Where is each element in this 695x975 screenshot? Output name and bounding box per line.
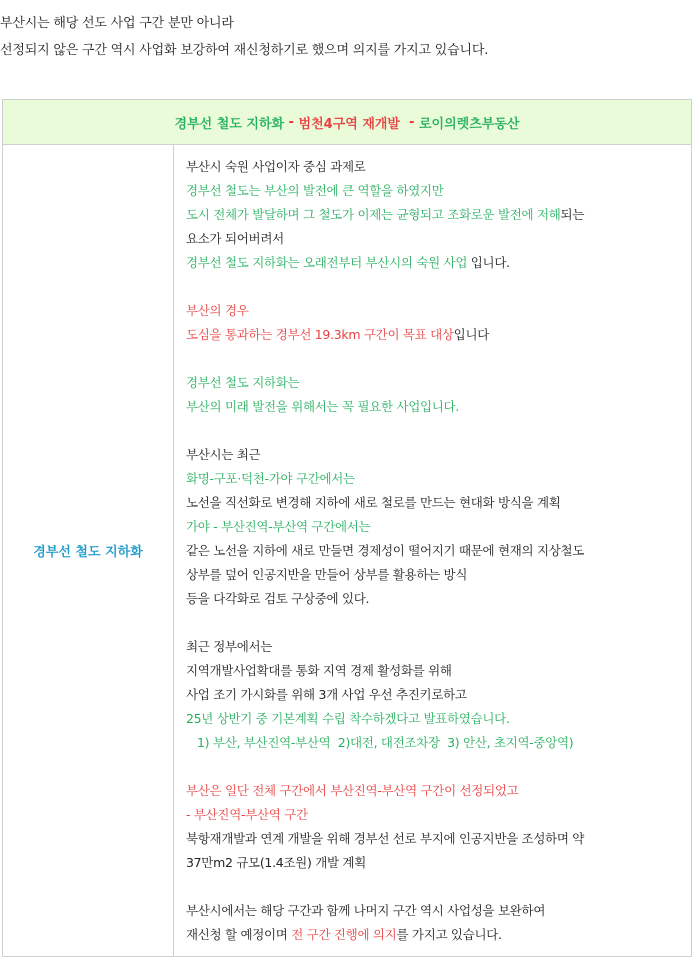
paragraph-gap [186, 611, 686, 635]
header-railway-undergrounding: 경부선 철도 지하화 [174, 116, 285, 132]
text-segment: 입니다. [467, 255, 510, 270]
text-segment: 도심을 통과하는 경부선 19.3km 구간이 목표 대상 [186, 327, 454, 342]
content-line [186, 443, 686, 467]
content-line [186, 203, 686, 227]
row-content [186, 155, 686, 947]
content-line [186, 155, 686, 179]
content-line [186, 779, 686, 803]
text-segment: 상부를 덮어 인공지반을 만들어 상부를 활용하는 방식 [186, 567, 468, 582]
text-segment: 부산시는 최근 [186, 447, 261, 462]
header-separator: - [284, 114, 299, 130]
text-segment: 도시 전체가 발달하며 그 철도가 이제는 균형되고 조화로운 발전에 저해 [186, 207, 561, 222]
content-line [186, 563, 686, 587]
header-beomcheon-redevelopment: 범천4구역 재개발 [298, 116, 400, 132]
text-segment: 부산시 숙원 사업이자 중심 과제로 [186, 159, 366, 174]
text-segment: 를 가지고 있습니다. [396, 927, 502, 942]
table-header [3, 100, 691, 145]
text-segment: 요소가 되어버려서 [186, 231, 284, 246]
text-segment: 부산시에서는 해당 구간과 함께 나머지 구간 역시 사업성을 보완하여 [186, 903, 546, 918]
content-line [186, 731, 686, 755]
intro-line-1: 부산시는 해당 선도 사업 구간 분만 아니라 [0, 16, 234, 31]
text-segment: 같은 노선을 지하에 새로 만들면 경제성이 떨어지기 때문에 현재의 지상철도 [186, 543, 585, 558]
content-line [186, 371, 686, 395]
text-segment: 전 구간 진행에 의지 [291, 927, 397, 942]
content-line [186, 683, 686, 707]
content-line [186, 491, 686, 515]
content-line [186, 851, 686, 875]
text-segment: 화명-구포·덕천-가야 구간에서는 [186, 471, 355, 486]
paragraph-gap [186, 419, 686, 443]
text-segment: 1) 부산, 부산진역-부산역 2)대전, 대전조차장 3) 안산, 초지역-중앙역) [186, 735, 574, 750]
content-line [186, 635, 686, 659]
content-line [186, 539, 686, 563]
content-line [186, 515, 686, 539]
text-segment: 부산은 일단 전체 구간에서 부산진역-부산역 구간이 선정되었고 [186, 783, 519, 798]
paragraph-gap [186, 875, 686, 899]
text-segment: 최근 정부에서는 [186, 639, 273, 654]
content-line [186, 827, 686, 851]
text-segment: - 부산진역-부산역 구간 [186, 807, 308, 822]
content-line [186, 659, 686, 683]
header-realty-name: 로이의렛츠부동산 [418, 116, 520, 132]
intro-text [0, 14, 695, 68]
text-segment: 재신청 할 예정이며 [186, 927, 292, 942]
content-line [186, 299, 686, 323]
text-segment: 경부선 철도 지하화는 [186, 375, 300, 390]
text-segment: 부산의 미래 발전을 위해서는 꼭 필요한 사업입니다. [186, 399, 459, 414]
text-segment: 노선을 직선화로 변경해 지하에 새로 철로를 만드는 현대화 방식을 계획 [186, 495, 561, 510]
header-separator: - [400, 114, 419, 130]
text-segment: 입니다 [453, 327, 489, 342]
content-line [186, 323, 686, 347]
info-table [2, 99, 692, 957]
paragraph-gap [186, 347, 686, 371]
text-segment: 지역개발사업확대를 통화 지역 경제 활성화를 위해 [186, 663, 452, 678]
content-line [186, 707, 686, 731]
row-label [3, 144, 174, 956]
content-line [186, 587, 686, 611]
intro-line-2: 선정되지 않은 구간 역시 사업화 보강하여 재신청하기로 했으며 의지를 가지고 있습니다. [0, 43, 489, 58]
text-segment: 등을 다각화로 검토 구상중에 있다. [186, 591, 370, 606]
text-segment: 25년 상반기 중 기본계획 수립 착수하겠다고 발표하였습니다. [186, 711, 510, 726]
content-line [186, 923, 686, 947]
content-line [186, 467, 686, 491]
text-segment: 37만m2 규모(1.4조원) 개발 계획 [186, 855, 366, 870]
content-line [186, 227, 686, 251]
paragraph-gap [186, 275, 686, 299]
text-segment: 북항재개발과 연계 개발을 위해 경부선 선로 부지에 인공지반을 조성하며 약 [186, 831, 585, 846]
content-line [186, 179, 686, 203]
content-line [186, 395, 686, 419]
text-segment: 사업 조기 가시화를 위해 3개 사업 우선 추진키로하고 [186, 687, 467, 702]
text-segment: 부산의 경우 [186, 303, 249, 318]
text-segment: 가야 - 부산진역-부산역 구간에서는 [186, 519, 371, 534]
text-segment: 경부선 철도는 부산의 발전에 큰 역할을 하였지만 [186, 183, 444, 198]
content-line [186, 803, 686, 827]
text-segment: 되는 [560, 207, 585, 222]
content-line [186, 899, 686, 923]
text-segment: 경부선 철도 지하화는 오래전부터 부산시의 숙원 사업 [186, 255, 468, 270]
row-label-text: 경부선 철도 지하화 [33, 544, 143, 560]
content-line [186, 251, 686, 275]
paragraph-gap [186, 755, 686, 779]
